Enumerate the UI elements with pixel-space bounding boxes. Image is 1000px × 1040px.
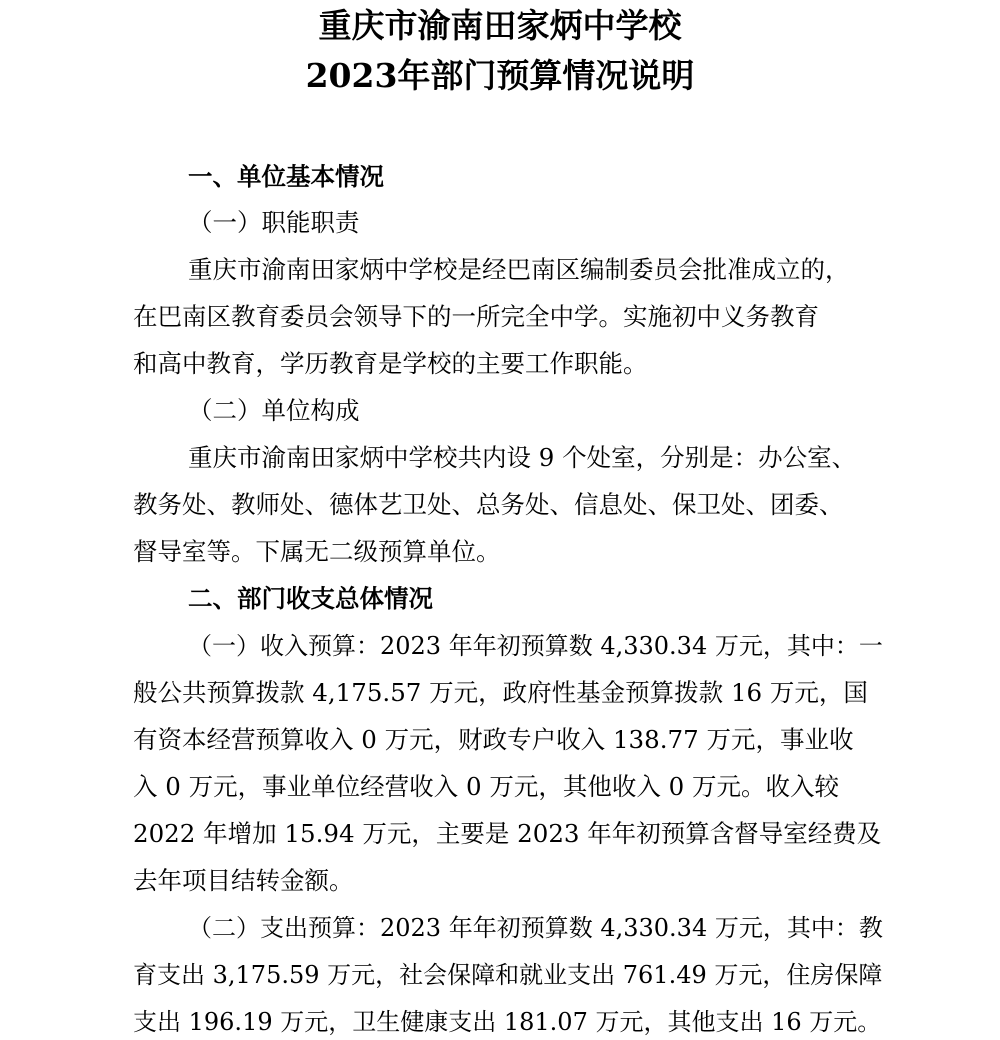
paragraph-line: （二）支出预算：2023 年年初预算数 4,330.34 万元，其中：教 <box>188 914 883 942</box>
paragraph-line: 支出 196.19 万元，卫生健康支出 181.07 万元，其他支出 16 万元。 <box>133 1008 882 1036</box>
paragraph-line: 重庆市渝南田家炳中学校是经巴南区编制委员会批准成立的， <box>188 255 850 284</box>
paragraph-line: 入 0 万元，事业单位经营收入 0 万元，其他收入 0 万元。收入较 <box>133 772 839 801</box>
section-heading: 一、单位基本情况 <box>188 162 384 191</box>
document-title-line-2: 2023年部门预算情况说明 <box>305 56 695 95</box>
paragraph-line: 育支出 3,175.59 万元，社会保障和就业支出 761.49 万元，住房保障 <box>133 961 883 989</box>
paragraph-line: （一）收入预算：2023 年年初预算数 4,330.34 万元，其中：一 <box>188 632 883 660</box>
subsection-heading: （二）单位构成 <box>188 396 360 425</box>
paragraph-line: 在巴南区教育委员会领导下的一所完全中学。实施初中义务教育 <box>133 302 819 331</box>
document-title-line-1: 重庆市渝南田家炳中学校 <box>318 6 682 45</box>
paragraph-line: 般公共预算拨款 4,175.57 万元，政府性基金预算拨款 16 万元，国 <box>133 678 868 707</box>
paragraph-line: 督导室等。下属无二级预算单位。 <box>133 537 501 566</box>
section-heading: 二、部门收支总体情况 <box>188 584 433 613</box>
paragraph-line: 去年项目结转金额。 <box>133 866 354 895</box>
paragraph-line: 有资本经营预算收入 0 万元，财政专户收入 138.77 万元，事业收 <box>133 725 854 754</box>
paragraph-line: 和高中教育，学历教育是学校的主要工作职能。 <box>133 349 648 378</box>
paragraph-line: 重庆市渝南田家炳中学校共内设 9 个处室，分别是：办公室、 <box>188 443 857 472</box>
subsection-heading: （一）职能职责 <box>188 208 360 237</box>
paragraph-line: 2022 年增加 15.94 万元，主要是 2023 年年初预算含督导室经费及 <box>133 819 882 848</box>
paragraph-line: 教务处、教师处、德体艺卫处、总务处、信息处、保卫处、团委、 <box>133 490 844 519</box>
